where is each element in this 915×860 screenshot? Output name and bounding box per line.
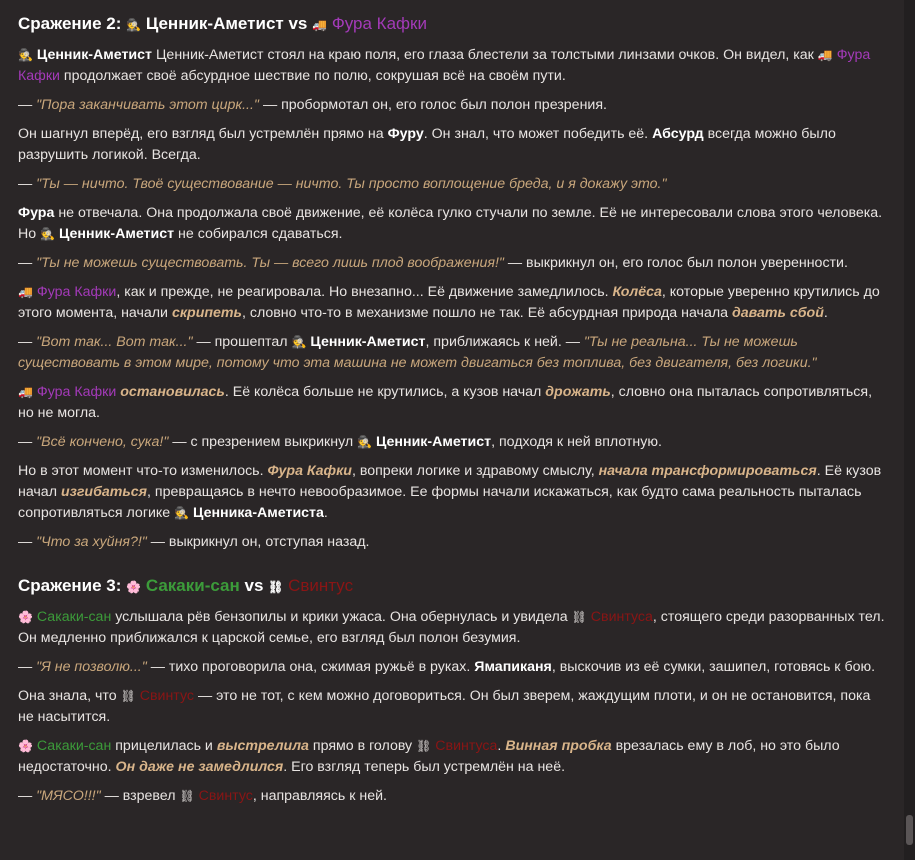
paragraph (18, 686, 890, 728)
flower-icon: 🌸 (18, 739, 33, 753)
bold-text: Фура (18, 205, 55, 221)
text: — выкрикнул он, его голос был полон уверенности. (507, 255, 848, 271)
text: , стоящего среди разорванных тел. Он медленно приближался к царской семье, его взгляд был полон безумия. (18, 609, 885, 646)
text: Он шагнул вперёд, его взгляд был устремлён прямо на (18, 126, 384, 142)
text: не собирался сдаваться. (178, 226, 343, 242)
hero-name: Сакаки-сан (145, 576, 240, 595)
text: услышала рёв бензопилы и крики ужаса. Она обернулась и увидела (115, 609, 568, 625)
villain-name: Свинтус (139, 688, 194, 704)
text: , приближаясь к ней. — (425, 334, 580, 350)
quote: "Ты — ничто. Твоё существование — ничто. Ты просто воплощение бреда, и я докажу это." (36, 176, 667, 192)
text: — пробормотал он, его голос был полон презрения. (262, 97, 607, 113)
paragraph (18, 203, 890, 245)
detective-icon: 🕵️ (18, 48, 33, 62)
detective-icon: 🕵️ (40, 227, 56, 241)
emphasis: начала трансформироваться (598, 463, 817, 479)
dash: — (18, 97, 33, 113)
quote: "Вот так... Вот так..." (36, 334, 193, 350)
emphasis: Винная пробка (505, 738, 612, 754)
quote: "Всё кончено, сука!" (36, 434, 169, 450)
truck-icon: 🚚 (18, 385, 33, 399)
emphasis: остановилась (120, 384, 225, 400)
text: врезалась ему в лоб, но это было недостаточно. (18, 738, 840, 775)
dash: — (18, 659, 33, 675)
text: Но в этот момент что-то изменилось. (18, 463, 264, 479)
heading-prefix: Сражение 2: (18, 14, 122, 33)
villain-name: Свинтус (288, 576, 354, 595)
villain-name: Фура Кафки (18, 47, 871, 84)
text: . (823, 305, 828, 321)
emphasis: давать сбой (731, 305, 824, 321)
text: , превращаясь в нечто невообразимое. Ее формы начали искажаться, как будто сама реальность пыталась сопротивляться логике (18, 484, 862, 521)
emphasis: Он даже не замедлился (115, 759, 284, 775)
text: . Его взгляд теперь был устремлён на неё. (283, 759, 566, 775)
paragraph (18, 45, 890, 87)
text: . (497, 738, 502, 754)
text: прицелилась и (115, 738, 213, 754)
dash: — (18, 255, 33, 271)
paragraph (18, 124, 890, 166)
hero-name: Ценник-Аметист (376, 434, 492, 450)
text: — с презрением выкрикнул (172, 434, 354, 450)
chain-icon: ⛓ (268, 580, 284, 594)
text: всегда можно было разрушить логикой. Всегда. (18, 126, 836, 163)
text: , подходя к ней вплотную. (491, 434, 662, 450)
vertical-scrollbar[interactable] (904, 0, 915, 860)
detective-icon: 🕵️ (291, 335, 307, 349)
text: продолжает своё абсурдное шествие по полю, сокрушая всё на своём пути. (63, 68, 566, 84)
quote: "Что за хуйня?!" (36, 534, 147, 550)
detective-icon: 🕵️ (126, 18, 142, 32)
quote: "Ты не реальна... Ты не можешь существовать в этом мире, потому что эта машина не может двигаться без топлива, без двигателя, без логики." (18, 334, 817, 371)
hero-name: Ценника-Аметиста (193, 505, 324, 521)
text: — взревел (104, 788, 176, 804)
hero-name: Сакаки-сан (36, 609, 112, 625)
bold-text: Абсурд (652, 126, 704, 142)
text: , направляясь к ней. (252, 788, 387, 804)
paragraph (18, 332, 890, 374)
text: Она знала, что (18, 688, 117, 704)
villain-name: Свинтуса (590, 609, 653, 625)
text: не отвечала. Она продолжала своё движение, её колёса гулко стучали по земле. Её не интересовали слова этого человека. Но (18, 205, 883, 242)
paragraph (18, 253, 890, 274)
paragraph (18, 461, 890, 524)
dash: — (18, 534, 33, 550)
quote: "Ты не можешь существовать. Ты — всего лишь плод воображения!" (36, 255, 504, 271)
text: — это не тот, с кем можно договориться. Он был зверем, жаждущим плоти, и он не остановится, пока не насытится. (18, 688, 871, 725)
text: Ценник-Аметист стоял на краю поля, его глаза блестели за толстыми линзами очков. Он видел, как (155, 47, 814, 63)
paragraph (18, 657, 890, 678)
paragraph (18, 607, 890, 649)
paragraph (18, 95, 890, 116)
paragraph (18, 282, 890, 324)
dash: — (18, 176, 33, 192)
text: , выскочив из её сумки, зашипел, готовясь к бою. (551, 659, 876, 675)
quote: "Пора заканчивать этот цирк..." (36, 97, 259, 113)
dash: — (18, 334, 33, 350)
dash: — (18, 788, 33, 804)
paragraph (18, 736, 890, 778)
text: — тихо проговорила она, сжимая ружьё в руках. (150, 659, 471, 675)
chain-icon: ⛓ (571, 610, 587, 624)
text: , словно что-то в механизме пошло не так. Её абсурдная природа начала (241, 305, 729, 321)
battle-2-heading (18, 11, 890, 38)
bold-text: Фуру (387, 126, 424, 142)
chain-icon: ⛓ (416, 739, 432, 753)
text: — прошептал (196, 334, 288, 350)
paragraph (18, 532, 890, 553)
villain-name: Свинтуса (435, 738, 498, 754)
hero-name: Ценник-Аметист (59, 226, 175, 242)
chain-icon: ⛓ (120, 689, 136, 703)
vs-label: vs (288, 14, 308, 33)
hero-name: Ценник-Аметист (145, 14, 284, 33)
emphasis: изгибаться (60, 484, 148, 500)
text: прямо в голову (312, 738, 413, 754)
text: , вопреки логике и здравому смыслу, (351, 463, 595, 479)
villain-name: Фура Кафки (331, 14, 427, 33)
emphasis: дрожать (545, 384, 611, 400)
quote: "МЯСО!!!" (36, 788, 101, 804)
battle-3-heading (18, 573, 890, 600)
heading-prefix: Сражение 3: (18, 576, 122, 595)
emphasis: выстрелила (216, 738, 309, 754)
flower-icon: 🌸 (18, 610, 33, 624)
scrollbar-thumb[interactable] (906, 815, 913, 845)
chain-icon: ⛓ (179, 789, 195, 803)
paragraph (18, 432, 890, 453)
text: . Он знал, что может победить её. (423, 126, 649, 142)
detective-icon: 🕵️ (174, 506, 190, 520)
truck-icon: 🚚 (817, 48, 833, 62)
text: , как и прежде, не реагировала. Но внезапно... Её движение замедлилось. (116, 284, 609, 300)
text: . Её кузов начал (18, 463, 882, 500)
bold-text: Ямапиканя (474, 659, 552, 675)
paragraph (18, 786, 890, 807)
hero-name: Ценник-Аметист (310, 334, 426, 350)
text: , которые уверенно крутились до этого момента, начали (18, 284, 880, 321)
villain-name: Фура Кафки (36, 284, 117, 300)
villain-name: Свинтус (198, 788, 253, 804)
emphasis: Колёса (612, 284, 662, 300)
hero-name: Сакаки-сан (36, 738, 112, 754)
story-content (18, 0, 890, 807)
emphasis: Фура Кафки (267, 463, 352, 479)
quote: "Я не позволю..." (36, 659, 147, 675)
truck-icon: 🚚 (18, 285, 33, 299)
paragraph (18, 174, 890, 195)
text: . Её колёса больше не крутились, а кузов начал (224, 384, 542, 400)
dash: — (18, 434, 33, 450)
text: . (323, 505, 328, 521)
emphasis: скрипеть (171, 305, 242, 321)
villain-name: Фура Кафки (36, 384, 117, 400)
text: , словно она пыталась сопротивляться, но не могла. (18, 384, 873, 421)
detective-icon: 🕵️ (357, 435, 373, 449)
paragraph (18, 382, 890, 424)
flower-icon: 🌸 (126, 580, 142, 594)
truck-icon: 🚚 (312, 18, 328, 32)
hero-name: Ценник-Аметист (36, 47, 152, 63)
vs-label: vs (244, 576, 264, 595)
text: — выкрикнул он, отступая назад. (150, 534, 370, 550)
